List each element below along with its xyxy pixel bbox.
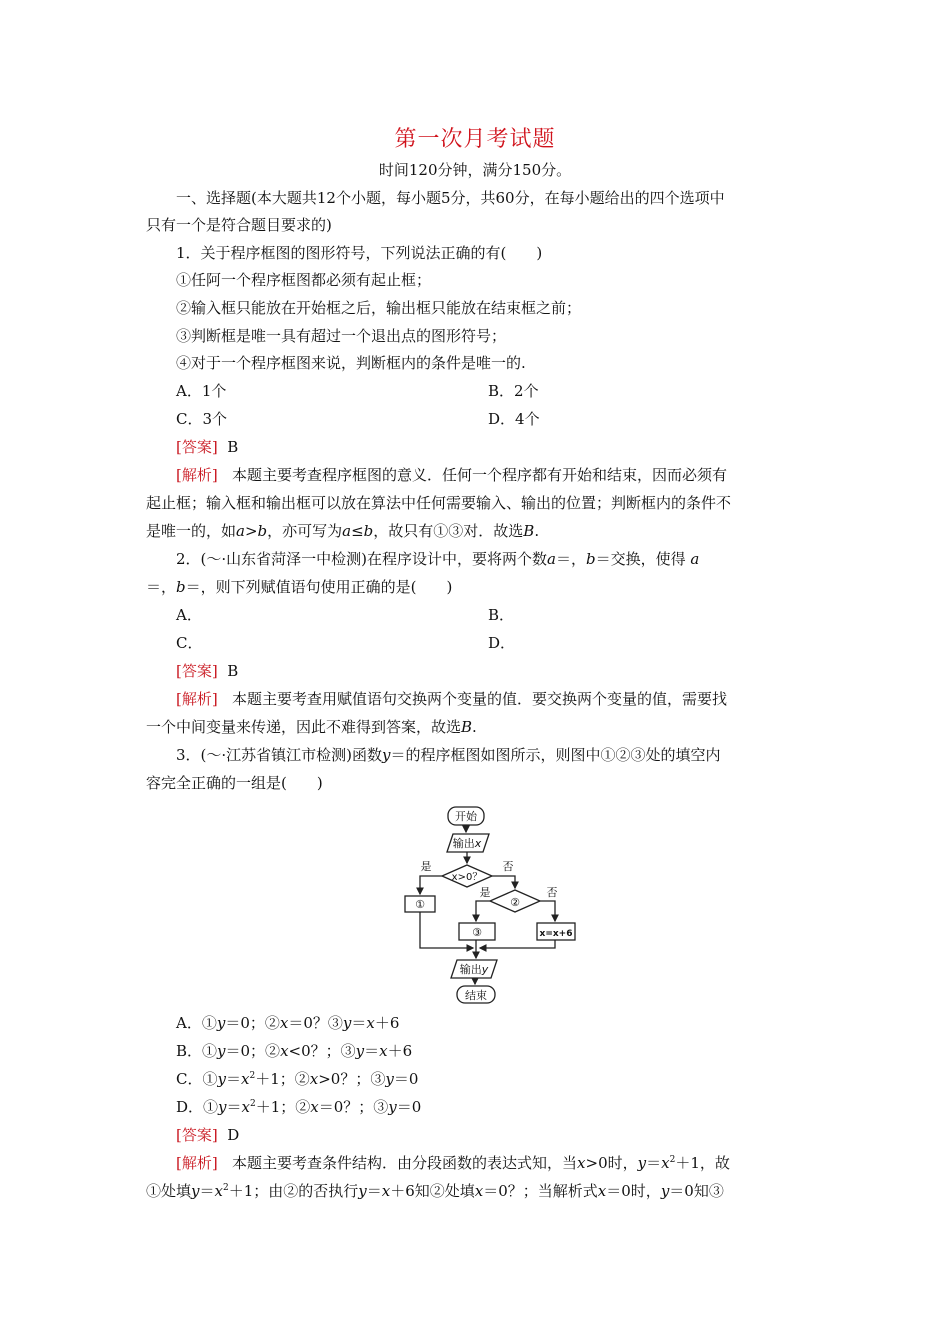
math-run: y (637, 1154, 647, 1172)
text-run: 输出 (452, 837, 475, 850)
text-run: ，亦可写为 (267, 522, 343, 540)
no-label-1: 否 (502, 860, 514, 873)
condition-1-label: x>0？ (451, 872, 483, 883)
math-run: b (176, 578, 186, 596)
text-run: . (534, 522, 540, 540)
text-run: B．① (176, 1042, 218, 1060)
text-run: ＋6知②处填 (390, 1182, 475, 1200)
text-run: ，故只有①③对．故选 (373, 522, 524, 540)
q2-analysis-line-1 (176, 689, 727, 709)
text-run: ＝0知③ (669, 1182, 724, 1200)
math-run: x (366, 1014, 375, 1032)
math-run: x (309, 1070, 319, 1088)
q2-option-d: D． (488, 634, 516, 652)
text-run: 一个中间变量来传递，因此不难得到答案，故选 (146, 718, 462, 736)
math-run: y (358, 1182, 367, 1200)
math-run: x (381, 1182, 391, 1200)
no-label-2: 否 (546, 886, 558, 899)
q1-analysis-line-3 (146, 521, 539, 541)
q1-stem: 1．关于程序框图的图形符号，下列说法正确的有( ) (176, 244, 543, 262)
text-run: ＋6 (387, 1042, 413, 1060)
analysis-text: 本题主要考查程序框图的意义．任何一个程序都有开始和结束，因而必须有 (232, 466, 728, 484)
math-run: x (577, 1154, 586, 1172)
math-run: x (279, 1014, 289, 1032)
section-heading-line-2: 只有一个是符合题目要求的) (146, 216, 332, 234)
exponent: 2 (249, 1071, 256, 1081)
math-run: y (481, 963, 489, 976)
q3-stem-line-1 (176, 745, 721, 765)
input-label (453, 836, 482, 850)
text-run: ＝ (199, 1182, 215, 1200)
math-run: x (214, 1182, 223, 1200)
text-run: ＋6 (374, 1014, 400, 1032)
q3-option-c (176, 1069, 418, 1089)
answer-value: B (227, 438, 239, 456)
q2-stem-line-2 (146, 577, 452, 597)
text-run: ＝0？；③ (318, 1098, 389, 1116)
analysis-tag: [解析] (176, 690, 218, 708)
text-run: ＝，则下列赋值语句使用正确的是( ) (185, 578, 453, 596)
q2-analysis-line-2 (146, 717, 477, 737)
text-run: ＝， (555, 550, 586, 568)
text-run: ＝0时， (606, 1182, 661, 1200)
q3-analysis-line-2 (146, 1181, 724, 1201)
q3-answer (176, 1125, 239, 1145)
end-label: 结束 (465, 989, 487, 1002)
text-run: 本题主要考查条件结构．由分段函数的表达式知，当 (232, 1154, 578, 1172)
answer-value: D (227, 1126, 240, 1144)
q1-option-c: C．3个 (176, 410, 228, 428)
box-1-label: ① (415, 898, 425, 911)
exponent: 2 (222, 1183, 229, 1193)
q2-option-c: C． (176, 634, 203, 652)
yes-label-2: 是 (479, 886, 491, 899)
math-run: x (474, 1182, 484, 1200)
page-title: 第一次月考试题 (394, 127, 556, 152)
text-run: A．① (176, 1014, 217, 1032)
text-run: ＝0；② (225, 1014, 280, 1032)
math-run: a≤b (342, 522, 374, 540)
q1-analysis-line-2: 起止框；输入框和输出框可以放在算法中任何需要输入、输出的位置；判断框内的条件不 (146, 494, 732, 512)
exam-duration: 时间120分钟，满分150分。 (378, 161, 572, 179)
text-run: ＝ (225, 1070, 241, 1088)
text-run: 输出 (459, 963, 482, 976)
q1-answer (176, 437, 238, 457)
text-run: ＋1；由②的否执行 (228, 1182, 359, 1200)
text-run: ＝ (366, 1182, 382, 1200)
math-run: y (385, 1070, 394, 1088)
exponent: 2 (669, 1155, 676, 1165)
math-run: y (218, 1098, 227, 1116)
condition-2-label: ② (510, 896, 520, 909)
q2-option-a: A． (176, 606, 202, 624)
output-label (460, 962, 489, 976)
math-run: y (217, 1070, 226, 1088)
text-run: ＝ (226, 1098, 242, 1116)
q3-option-d (176, 1097, 421, 1117)
math-run: a>b (236, 522, 268, 540)
text-run: 是唯一的，如 (146, 522, 237, 540)
text-run: ＋1，故 (675, 1154, 730, 1172)
text-run: ＝的程序框图如图所示，则图中①②③处的填空内 (390, 746, 721, 764)
math-run: x (379, 1042, 388, 1060)
q3-analysis-line-1 (176, 1153, 730, 1173)
text-run: ＋1；② (255, 1098, 311, 1116)
flowchart-diagram (395, 800, 595, 1005)
text-run: D．① (176, 1098, 219, 1116)
math-run: x (310, 1098, 319, 1116)
analysis-tag: [解析] (176, 466, 218, 484)
text-run: . (472, 718, 477, 736)
answer-value: B (227, 662, 239, 680)
q1-option-a: A．1个 (176, 382, 227, 400)
text-run: ＝交换，使得 (595, 550, 686, 568)
text-run: ＝0？③ (288, 1014, 343, 1032)
q2-option-b: B． (488, 606, 515, 624)
math-run: B (523, 522, 535, 540)
q1-analysis-line-1 (176, 465, 727, 485)
math-run: y (217, 1042, 226, 1060)
text-run: ＝0 (393, 1070, 419, 1088)
math-run: a (690, 550, 700, 568)
math-run: y (191, 1182, 200, 1200)
text-run: 2．(～·山东省菏泽一中检测)在程序设计中，要将两个数 (176, 550, 548, 568)
text-run: ①处填 (146, 1182, 192, 1200)
section-heading-line-1: 一、选择题(本大题共12个小题，每小题5分，共60分，在每小题给出的四个选项中 (176, 189, 725, 207)
text-run: C．① (176, 1070, 218, 1088)
box-3-label: ③ (472, 926, 482, 939)
yes-label-1: 是 (420, 860, 432, 873)
math-run: y (342, 1014, 352, 1032)
q2-answer (176, 661, 238, 681)
math-run: y (382, 746, 391, 764)
text-run: ＝0？；当解析式 (483, 1182, 598, 1200)
text-run: ＝ (646, 1154, 662, 1172)
text-run: ＝0 (396, 1098, 422, 1116)
text-run: ＝， (146, 578, 177, 596)
math-run: y (355, 1042, 365, 1060)
q3-stem-line-2: 容完全正确的一组是( ) (146, 774, 323, 792)
analysis-text: 本题主要考查用赋值语句交换两个变量的值．要交换两个变量的值，需要找 (232, 690, 728, 708)
math-run: B (461, 718, 473, 736)
answer-tag: [答案] (176, 1126, 218, 1144)
text-run: ＝ (351, 1014, 367, 1032)
math-run: y (388, 1098, 397, 1116)
answer-tag: [答案] (176, 662, 218, 680)
math-run: a (547, 550, 556, 568)
math-run: x (661, 1154, 670, 1172)
q1-option-d: D．4个 (488, 410, 540, 428)
text-run: <0？；③ (288, 1042, 356, 1060)
math-run: x (597, 1182, 607, 1200)
text-run: ＋1；② (255, 1070, 310, 1088)
q1-option-b: B．2个 (488, 382, 539, 400)
math-run: x (240, 1070, 250, 1088)
q1-item-3: ③判断框是唯一具有超过一个退出点的图形符号； (176, 327, 507, 345)
q3-option-a (176, 1013, 399, 1033)
text-run: 3．(～·江苏省镇江市检测)函数 (176, 746, 383, 764)
q2-stem-line-1 (176, 549, 699, 569)
text-run: ＝0；② (225, 1042, 281, 1060)
text-run: ＝ (364, 1042, 380, 1060)
q1-item-1: ①任阿一个程序框图都必须有起止框； (176, 271, 432, 289)
math-run: x (280, 1042, 289, 1060)
math-run: y (660, 1182, 670, 1200)
math-run: y (216, 1014, 226, 1032)
text-run: >0？；③ (318, 1070, 386, 1088)
start-label: 开始 (455, 810, 477, 823)
q3-option-b (176, 1041, 412, 1061)
math-run: b (586, 550, 596, 568)
analysis-tag: [解析] (176, 1154, 218, 1172)
math-run: x (241, 1098, 250, 1116)
q1-item-2: ②输入框只能放在开始框之后，输出框只能放在结束框之前； (176, 299, 582, 317)
math-run: x (474, 837, 482, 850)
q1-item-4: ④对于一个程序框图来说，判断框内的条件是唯一的. (176, 354, 526, 372)
assign-label: x=x+6 (539, 929, 573, 939)
answer-tag: [答案] (176, 438, 218, 456)
text-run: >0时， (585, 1154, 638, 1172)
exponent: 2 (250, 1099, 256, 1109)
